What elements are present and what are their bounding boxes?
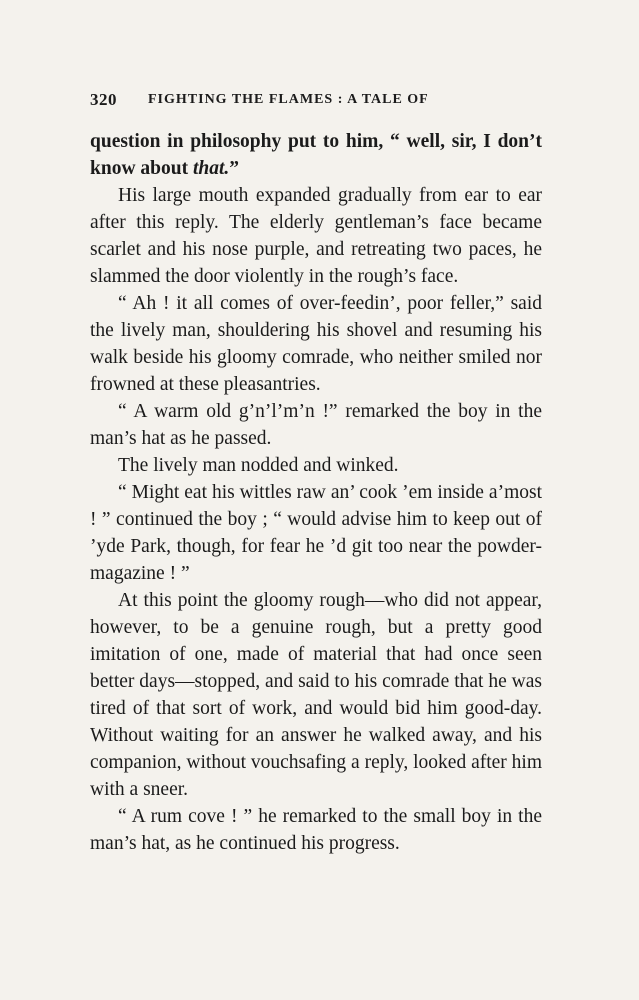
paragraph-6: “ Might eat his wittles raw an’ cook ’em inside a’most ! ” continued the boy ; “ would advise him to keep out of ’yde Park, though, for fear he ’d git too near the powder-magazine ! ” xyxy=(90,482,542,584)
paragraph-1-tail: ” xyxy=(229,158,240,179)
page-number: 320 xyxy=(90,90,117,109)
paragraph-7: At this point the gloomy rough—who did not appear, however, to be a genuine rough, but a pretty good imitation of one, made of material that had once seen better days—stopped, and said to his comrade that he was tired of that sort of work, and would bid him good-day. Without waiting for an answer he walked away, and his companion, without vouchsafing a reply, looked after him with a sneer. xyxy=(90,590,542,800)
paragraph-1-text: question in philosophy put to him, “ well, sir, I don’t know about xyxy=(90,131,542,179)
paragraph-8: “ A rum cove ! ” he remarked to the small boy in the man’s hat, as he continued his progress. xyxy=(90,806,542,854)
paragraph-4: “ A warm old g’n’l’m’n !” remarked the boy in the man’s hat as he passed. xyxy=(90,401,542,449)
paragraph-5: The lively man nodded and winked. xyxy=(118,455,399,476)
paragraph-1 xyxy=(90,128,542,182)
body-text xyxy=(90,128,542,857)
running-title: FIGHTING THE FLAMES : A TALE OF xyxy=(148,92,429,107)
paragraph-3: “ Ah ! it all comes of over-feedin’, poor feller,” said the lively man, shouldering his shovel and resuming his walk beside his gloomy comrade, who neither smiled nor frowned at these pleasantries. xyxy=(90,293,542,395)
page-header xyxy=(90,90,550,112)
paragraph-2: His large mouth expanded gradually from ear to ear after this reply. The elderly gentleman’s face became scarlet and his nose purple, and retreating two paces, he slammed the door violently in the rough’s face. xyxy=(90,185,542,287)
paragraph-1-italic: that. xyxy=(192,158,230,179)
